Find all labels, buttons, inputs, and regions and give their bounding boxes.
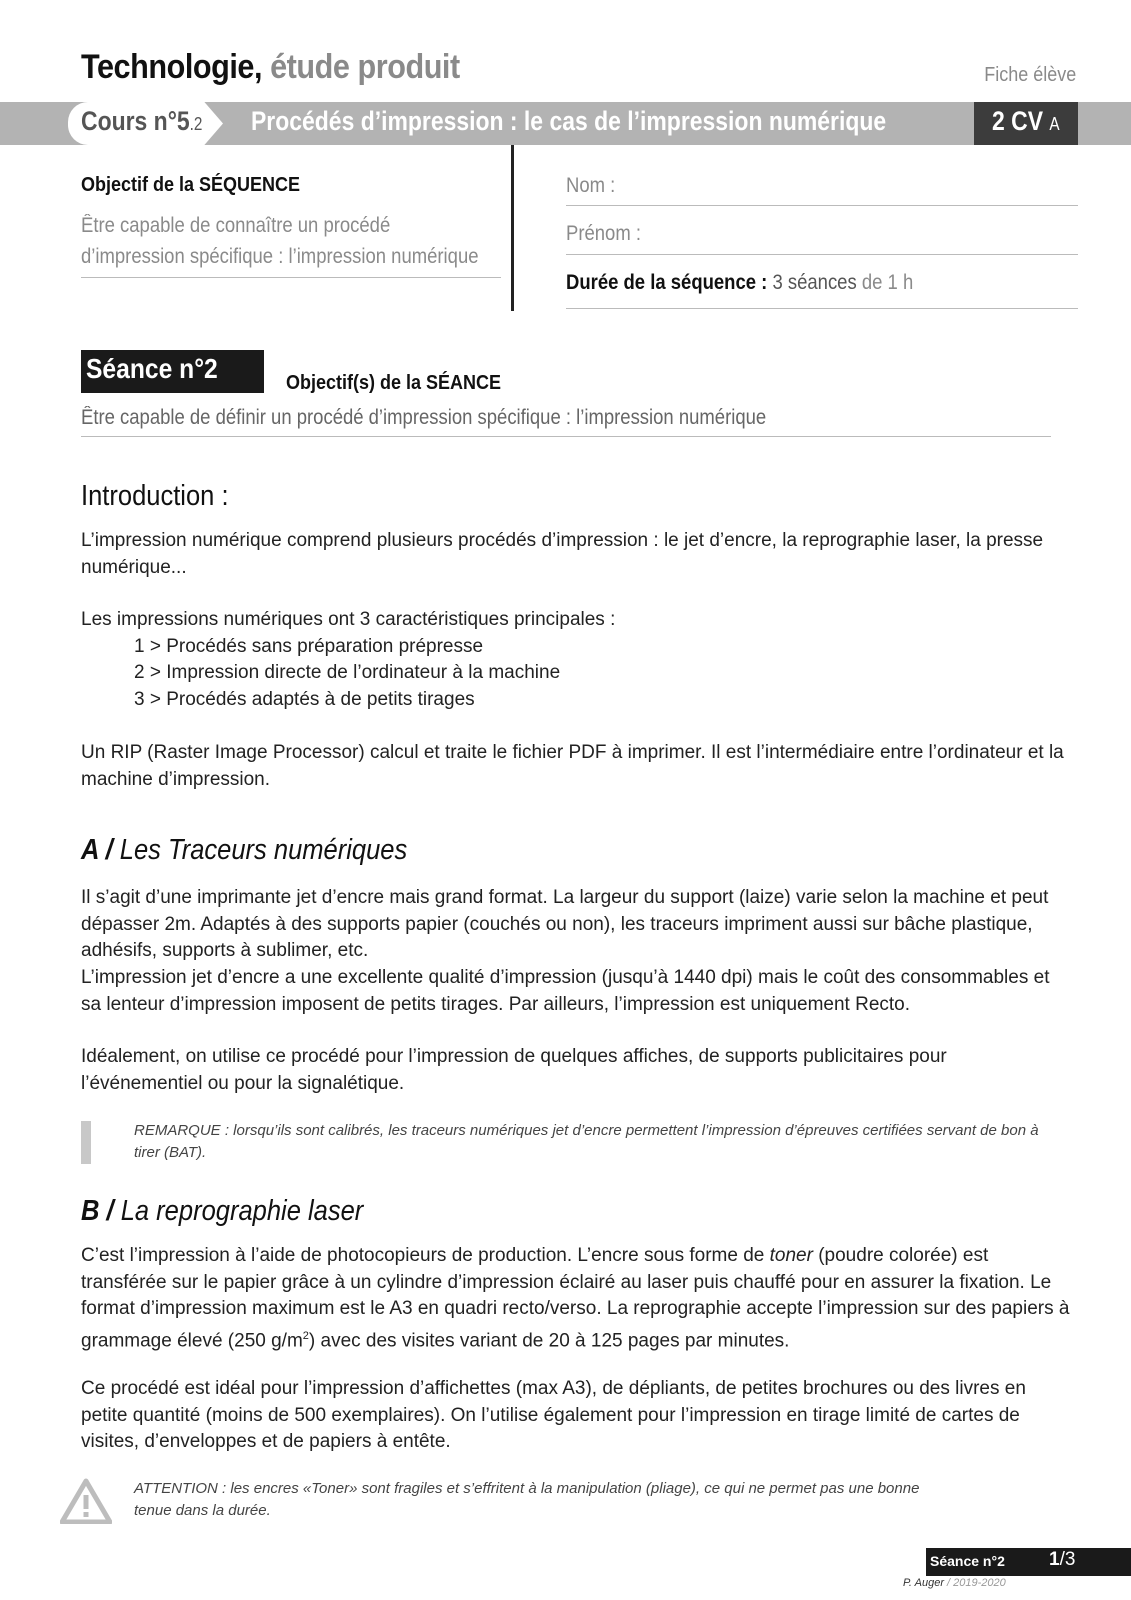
section-a-heading: A / Les Traceurs numériques [81,834,408,866]
section-b-para1: C’est l’impression à l’aide de photocopieurs de production. L’encre sous forme de toner (poudre colorée) est transférée sur le papier grâce à un cylindre d’impression éclairé au laser puis chauffé pour en assurer la fixation. Le format d’impression maximum est le A3 en quadri recto/verso. La reprographie accepte l’impression sur des papiers à grammage élevé (250 $g/m^2$) avec des visites variant de 20 à 125 pages par minutes. [81,1245,1070,1351]
divider [81,277,501,278]
list-item: 2 > Impression directe de l’ordinateur à la machine [134,662,561,683]
intro-para2: Les impressions numériques ont 3 caractéristiques principales : [81,609,616,630]
sequence-objective-text: Être capable de connaître un procédé d’impression spécifique : l’impression numérique [81,214,479,268]
vertical-divider [511,145,514,311]
intro-para3: Un RIP (Raster Image Processor) calcul et traite le fichier PDF à imprimer. Il est l’intermédiaire entre l’ordinateur et la machine d’impression. [81,742,1064,790]
list-item: 3 > Procédés adaptés à de petits tirages [134,689,475,710]
title-part1: Technologie, [81,48,263,86]
footer-seance: Séance n°2 [930,1553,1005,1569]
nom-rule [566,205,1078,206]
section-a-para3: Idéalement, on utilise ce procédé pour l’impression de quelques affiches, de supports publicitaires pour l’événementiel ou pour la signalétique. [81,1046,947,1094]
prenom-rule [566,254,1078,255]
list-item: 1 > Procédés sans préparation prépresse [134,636,484,657]
sequence-objective-heading: Objectif de la SÉQUENCE [81,174,301,196]
fiche-label: Fiche élève [983,64,1076,86]
note-bar [81,1121,91,1164]
seance-objective-text: Être capable de définir un procédé d’impression spécifique : l’impression numérique [81,406,767,429]
section-a-para1: Il s’agit d’une imprimante jet d’encre mais grand format. La largeur du support (laize) varie selon la machine et peut dépasser 2m. Adaptés à des supports papier (couchés ou non), les traceurs impriment aussi sur bâche plastique, adhésifs, supports à sublimer, etc. [81,887,1049,961]
nom-field[interactable]: Nom : [566,174,616,197]
band-title: Procédés d’impression : le cas de l’impression numérique [251,106,887,136]
section-a-para2: L’impression jet d’encre a une excellente qualité d’impression (jusqu’à 1440 dpi) mais le coût des consommables et sa lenteur d’impression imposent de petits tirages. Par ailleurs, l’impression est uniquement Recto. [81,967,1050,1015]
section-b-para2: Ce procédé est idéal pour l’impression d’affichettes (max A3), de dépliants, de petites brochures ou des livres en petite quantité (moins de 500 exemplaires). On l’utilise également pour l’impression en tirage limité de cartes de visites, d’enveloppes et de papiers à entête. [81,1378,1026,1452]
intro-heading: Introduction : [81,480,229,512]
prenom-field[interactable]: Prénom : [566,222,641,245]
page-number: 1/3 [1049,1549,1076,1570]
duree-rule [566,308,1078,309]
seance-label: Séance n°2 [86,353,218,384]
cours-label: Cours n°5.2 [81,106,203,136]
class-label: 2 CV A [992,106,1060,136]
section-a-note: REMARQUE : lorsqu’ils sont calibrés, les traceurs numériques jet d’encre permettent l’impression d’épreuves certifiées servant de bon à tirer (BAT). [134,1122,1039,1161]
footer-author: P. Auger / 2019-2020 [903,1577,1006,1589]
divider [81,436,1051,437]
intro-para1: L’impression numérique comprend plusieurs procédés d’impression : le jet d’encre, la reprographie laser, la presse numérique... [81,530,1044,578]
duree-sequence: Durée de la séquence : 3 séances de 1 h [566,271,914,294]
section-b-heading: B / La reprographie laser [81,1195,364,1227]
seance-objective-heading: Objectif(s) de la SÉANCE [286,372,502,394]
section-b-warning: ATTENTION : les encres «Toner» sont fragiles et s’effritent à la manipulation (pliage), ce qui ne permet pas une bonne tenue dans la durée. [134,1480,920,1519]
document-title [81,48,460,87]
warning-icon [60,1478,112,1524]
title-part2: étude produit [270,48,460,86]
